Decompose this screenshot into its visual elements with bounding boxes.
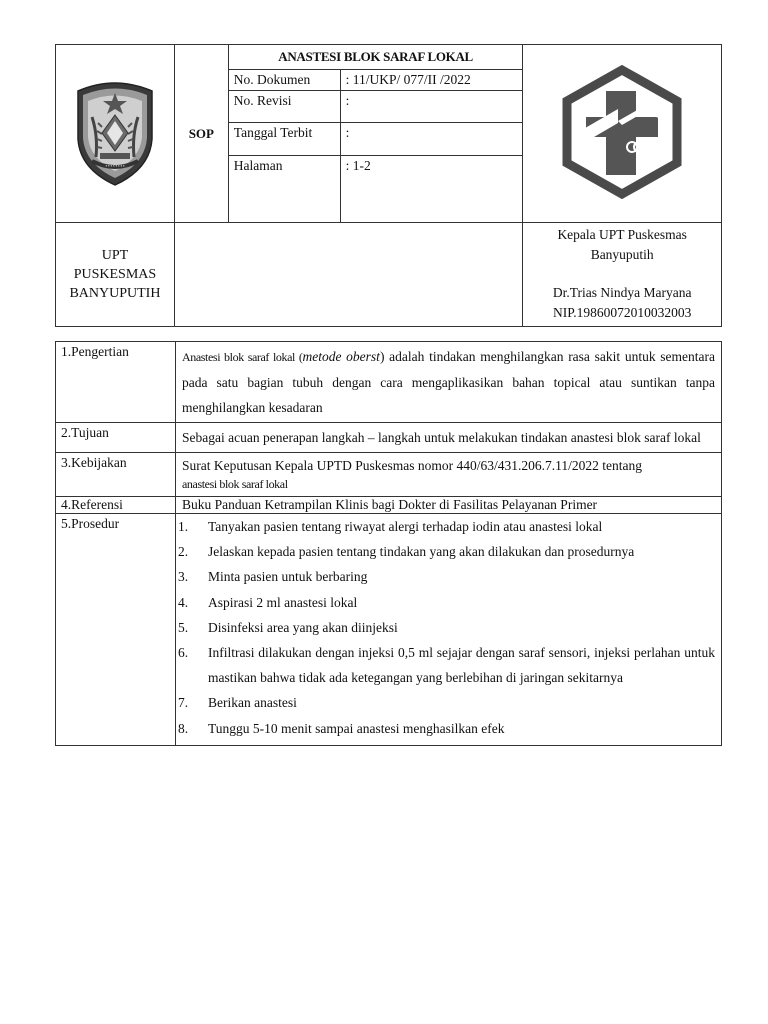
pengertian-label: 1.Pengertian: [56, 342, 176, 423]
tujuan-label: 2.Tujuan: [56, 423, 176, 453]
referensi-text: Buku Panduan Ketrampilan Klinis bagi Dokter di Fasilitas Pelayanan Primer: [176, 497, 722, 514]
kebijakan-line-1: Surat Keputusan Kepala UPTD Puskesmas nomor 440/63/431.206.7.11/2022 tentang: [182, 458, 642, 473]
step-number: 3.: [178, 569, 189, 585]
step-number: 5.: [178, 619, 189, 635]
signatory-block: [523, 223, 722, 327]
kebijakan-label: 3.Kebijakan: [56, 453, 176, 497]
section-row: [56, 453, 722, 497]
halaman-label: Halaman: [228, 156, 340, 223]
sop-header-table: [55, 44, 722, 327]
pengertian-lead: Anastesi blok saraf lokal (: [182, 350, 303, 364]
pengertian-text: [176, 342, 722, 423]
tanggal-terbit-label: Tanggal Terbit: [228, 123, 340, 156]
step-number: 4.: [178, 594, 189, 610]
prosedur-steps: [176, 514, 722, 746]
referensi-label: 4.Referensi: [56, 497, 176, 514]
pengertian-rest: ) adalah tindakan menghilangkan rasa sakit untuk sementara pada satu bagian tubuh dengan cara mengaplikasikan bahan topical atau suntikan tanpa menghilangkan kesadaran: [182, 349, 716, 415]
emblem-cell: [56, 45, 175, 223]
unit-line-2: PUSKESMAS: [73, 267, 157, 282]
no-dokumen-label: No. Dokumen: [228, 70, 340, 91]
list-item: [178, 564, 715, 589]
step-number: 7.: [178, 695, 189, 711]
step-text: Infiltrasi dilakukan dengan injeksi 0,5 ml sejajar dengan saraf sensori, injeksi perlahan untuk mastikan bahwa tidak ada ketegangan yang berlebihan di jaringan sekitarnya: [208, 645, 715, 686]
procedure-list: [178, 514, 715, 741]
tujuan-text: Sebagai acuan penerapan langkah – langkah untuk melakukan tindakan anastesi blok saraf lokal: [176, 423, 722, 453]
step-text: Berikan anastesi: [208, 695, 297, 711]
step-number: 8.: [178, 720, 189, 736]
list-item: [178, 640, 715, 690]
sop-content-table: [55, 341, 722, 746]
step-text: Disinfeksi area yang akan diinjeksi: [208, 619, 398, 635]
list-item: [178, 539, 715, 564]
signatory-nip: NIP.19860072010032003: [553, 305, 692, 320]
hexagon-cross-house-icon: [560, 65, 684, 199]
section-row: [56, 497, 722, 514]
list-item: [178, 690, 715, 715]
signatory-position-1: Kepala UPT Puskesmas: [557, 227, 687, 242]
step-number: 1.: [178, 519, 189, 534]
sop-label: SOP: [174, 45, 228, 223]
regency-crest-icon: [72, 77, 158, 187]
prosedur-label: 5.Prosedur: [56, 514, 176, 746]
step-text: Jelaskan kepada pasien tentang tindakan yang akan dilakukan dan prosedurnya: [208, 544, 635, 560]
list-item: [178, 716, 715, 741]
step-text: Tanyakan pasien tentang riwayat alergi terhadap iodin atau anastesi lokal: [208, 519, 603, 534]
list-item: [178, 590, 715, 615]
unit-line-1: UPT: [101, 248, 129, 263]
unit-name: [56, 223, 175, 327]
logo-cell: [523, 45, 722, 223]
step-text: Aspirasi 2 ml anastesi lokal: [208, 594, 358, 610]
no-revisi-label: No. Revisi: [228, 91, 340, 123]
pengertian-italic: metode oberst: [302, 349, 380, 364]
step-number: 2.: [178, 544, 189, 560]
tanggal-terbit-value: :: [340, 123, 523, 156]
step-text: Minta pasien untuk berbaring: [208, 569, 368, 585]
empty-middle-cell: [174, 223, 522, 327]
signatory-position-2: Banyuputih: [590, 247, 654, 262]
unit-line-3: BANYUPUTIH: [69, 286, 161, 301]
kebijakan-line-2: anastesi blok saraf lokal: [182, 477, 288, 491]
document-title: ANASTESI BLOK SARAF LOKAL: [228, 45, 523, 70]
list-item: [178, 615, 715, 640]
section-row: [56, 514, 722, 746]
signatory-name: Dr.Trias Nindya Maryana: [552, 285, 692, 300]
no-revisi-value: :: [340, 91, 523, 123]
step-number: 6.: [178, 645, 189, 661]
halaman-value: : 1-2: [340, 156, 523, 223]
section-row: [56, 423, 722, 453]
step-text: Tunggu 5-10 menit sampai anastesi menghasilkan efek: [208, 720, 505, 736]
list-item: [178, 514, 715, 539]
kebijakan-text: [176, 453, 722, 497]
svg-text:∙∙∙∙∙∙∙∙: ∙∙∙∙∙∙∙∙: [104, 162, 125, 168]
section-row: [56, 342, 722, 423]
no-dokumen-value: : 11/UKP/ 077/II /2022: [340, 70, 523, 91]
